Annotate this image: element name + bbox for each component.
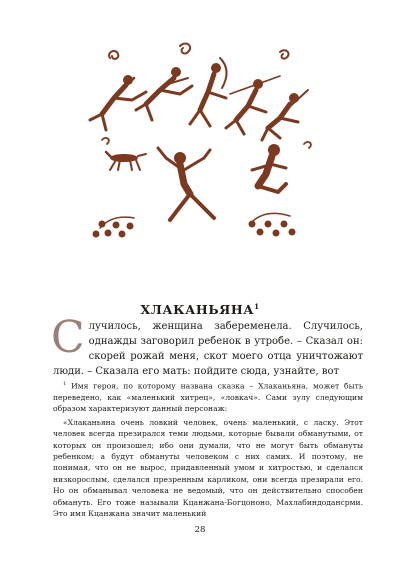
footnote [53, 379, 363, 521]
footnote-paragraph-2: «Хлаканьяна очень ловкий человек, очень маленький, с ласку. Этот человек всегда презирался теми людьми, которые бывали обманутыми, от которых он произошел; ибо они думали, что не могут быть обмануты ребенком; а будут обмануты человеком с них самих. И поэтому, не понимая, что он не вырос, придавленный умом и хитростью, и сделался низкорослым, сделался презренным карликом, они всегда презирали его. Но он обманывал человека не ведомый, что он действительно способен обмануть. Его тоже называли Кцанжана-Богцононо, Махлабиндодансрми. Это имя Кцанжана значит маленький [53, 417, 363, 518]
drop-cap: С [51, 312, 85, 363]
footnote-paragraph-1-text: Имя героя, по которому названа сказка – Хлаканьяна, может быть переведено, как «маленький хитрец», «ловкач». Сами зулу следующим образом характеризуют данный персонаж: [53, 381, 363, 414]
running-figure-1 [90, 75, 146, 130]
page-number: 28 [194, 525, 206, 535]
title-footnote-mark: 1 [254, 302, 260, 311]
footnote-paragraph-1 [53, 379, 363, 415]
animal-figure [106, 152, 146, 170]
spiral-ornament-top-left [109, 51, 118, 59]
footnote-mark: 1 [63, 381, 67, 387]
hunter-figure [190, 58, 227, 126]
central-dancing-figure [158, 148, 214, 220]
chapter-title-text: ХЛАКАНЬЯНА [140, 302, 255, 318]
leaping-figure [262, 90, 308, 140]
rock-art-illustration [80, 28, 320, 240]
main-text [51, 312, 363, 379]
seated-figure [252, 144, 286, 192]
spiral-ornament-top-right [280, 50, 288, 58]
main-paragraph: лучилось, женщина забеременела. Случилось, однажды заговорил ребенок в утробе. – Сказал он: скорей рожай меня, скот моего отца уничтожают люди. – Сказала его мать: пойдите сюда, узнайте, вот [53, 321, 363, 377]
spiral-ornament-top-center [180, 44, 190, 54]
spiral-ornament-mid-right [304, 142, 311, 148]
spiral-ornament-mid-left [102, 138, 109, 144]
berry-plant-right [249, 213, 296, 236]
berry-plant-left [93, 217, 135, 237]
